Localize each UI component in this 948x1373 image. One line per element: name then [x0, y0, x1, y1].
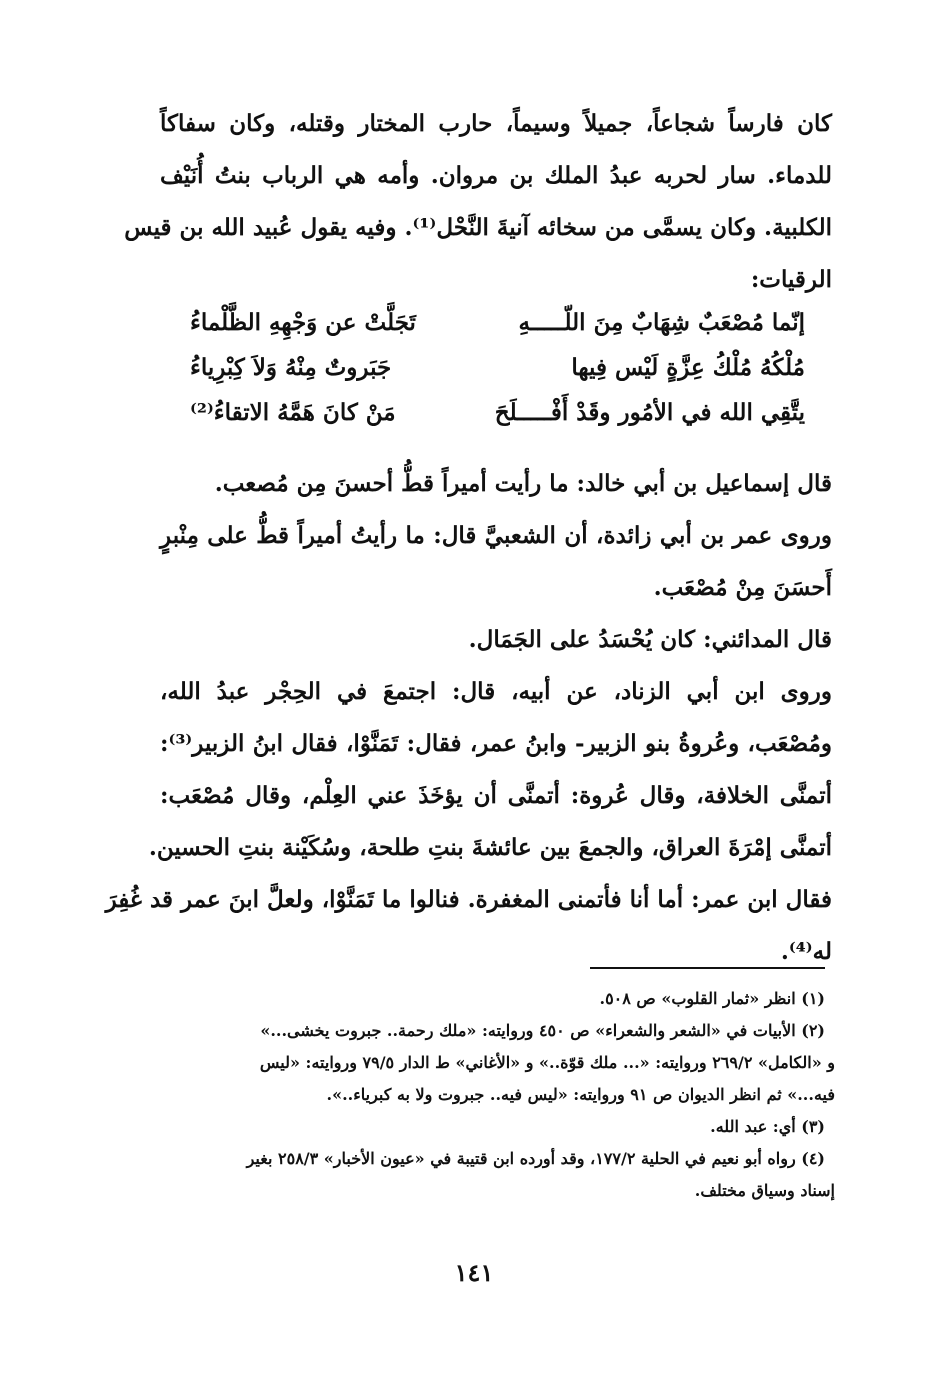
body-line: كان فارساً شجاعاً، جميلاً وسيماً، حارب المختار وقتله، وكان سفاكاً: [160, 110, 832, 137]
footnotes: [160, 988, 835, 1212]
verse-first-hemistich: مُلْكُهُ مُلْكُ عِزَّةٍ لَيْس فِيها: [571, 354, 805, 381]
footnote-line: و «الكامل» ٢٦٩/٢ وروايته: «... ملك قوّة..» و «الأغاني» ط الدار ٧٩/٥ وروايته: «ليس: [259, 1053, 835, 1072]
poem-verse: [190, 300, 805, 345]
footnote-line: (٢) الأبيات في «الشعر والشعراء» ص ٤٥٠ وروايته: «ملك رحمة.. جبروت يخشى...»: [260, 1021, 825, 1040]
body-line: ومُصْعَب، وعُروةُ بنو الزبير- وابنُ عمر، فقال: تَمَنَّوْا، فقال ابنُ الزبير⁽³⁾:: [160, 730, 832, 757]
footnote-line: (٣) أي: عبد الله.: [710, 1117, 825, 1136]
body-line: أَحسَنَ مِنْ مُصْعَب.: [653, 574, 832, 601]
body-line: وروى ابن أبي الزناد، عن أبيه، قال: اجتمعَ في الحِجْر عبدُ الله،: [160, 678, 832, 705]
verse-second-hemistich: جَبَروتٌ مِنْهُ وَلاَ كِبْرِياءُ: [190, 354, 392, 381]
body-line: فقال ابن عمر: أما أنا فأتمنى المغفرة. فنالوا ما تَمَنَّوْا، ولعلَّ ابنَ عمر قد غُفِرَ: [105, 886, 832, 913]
footnote-line: (٤) رواه أبو نعيم في الحلية ١٧٧/٢، وقد أورده ابن قتيبة في «عيون الأخبار» ٢٥٨/٣ بغير: [246, 1149, 825, 1168]
body-line: الرقيات:: [750, 266, 832, 293]
body-text-bottom: [105, 458, 832, 978]
body-line: قال المدائني: كان يُحْسَدُ على الجَمَال.: [468, 626, 832, 653]
poem-verse: [190, 345, 805, 390]
footnote-line: إسناد وسياق مختلف.: [694, 1181, 835, 1200]
page-number: ١٤١: [454, 1258, 494, 1287]
body-line: له⁽⁴⁾.: [780, 938, 832, 965]
footnote-line: (١) انظر «ثمار القلوب» ص ٥٠٨.: [599, 989, 825, 1008]
poem-verse: [190, 390, 805, 435]
verse-second-hemistich: تَجَلَّتْ عن وَجْهِهِ الظَّلْماءُ: [190, 309, 416, 336]
body-line: أتمنَّى إمْرَةَ العراق، والجمعَ بين عائشةَ بنتِ طلحة، وسُكَيْنة بنتِ الحسين.: [148, 834, 832, 861]
verse-first-hemistich: إنّما مُصْعَبٌ شِهَابٌ مِنَ اللّـــــهِ: [518, 309, 805, 336]
verse-second-hemistich: مَنْ كانَ هَمَّهُ الاتقاءُ⁽²⁾: [190, 399, 396, 426]
verse-first-hemistich: يتَّقِي الله في الأمُور وقَدْ أَفْـــــلَحَ: [494, 399, 805, 426]
body-line: وروى عمر بن أبي زائدة، أن الشعبيَّ قال: ما رأيتُ أميراً قطُّ على مِنْبرٍ: [160, 522, 832, 549]
footnote-divider: [590, 967, 825, 969]
footnote-line: فيه...» ثم انظر الديوان ص ٩١ وروايته: «ليس فيه.. جبروت ولا به كبرياء..».: [326, 1085, 835, 1104]
body-line: الكلبية. وكان يسمَّى من سخائه آنيةَ النَّحْل⁽¹⁾. وفيه يقول عُبيد الله بن قيس: [124, 214, 832, 241]
poem: [190, 300, 805, 435]
body-line: أتمنَّى الخلافة، وقال عُروة: أتمنَّى أن يؤخَذَ عني العِلْم، وقال مُصْعَب:: [160, 782, 832, 809]
body-line: للدماء. سار لحربه عبدُ الملك بن مروان. وأمه هي الرباب بنتُ أُنَيْف: [160, 162, 832, 189]
body-text-top: [124, 98, 832, 306]
body-line: قال إسماعيل بن أبي خالد: ما رأيت أميراً قطُّ أحسنَ مِن مُصعب.: [214, 470, 832, 497]
